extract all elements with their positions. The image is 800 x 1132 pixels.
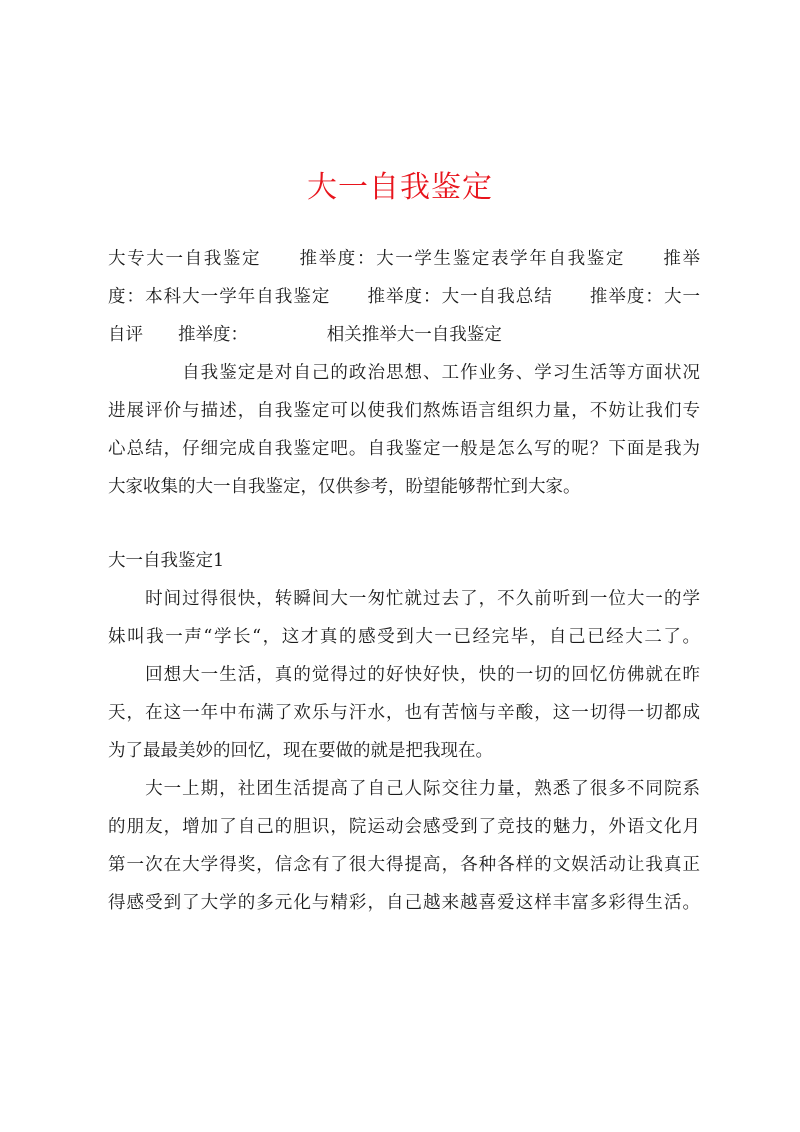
section-heading: 大一自我鉴定1 [108,551,225,571]
recommend-line: 大专大一自我鉴定 推举度：大一学生鉴定表学年自我鉴定 推举 [108,249,700,269]
paragraph-line: 妹叫我一声“学长“，这才真的感受到大一已经完毕，自己已经大二了。 [108,627,700,647]
recommend-line: 自评 推举度： 相关推举大一自我鉴定 [108,325,502,345]
paragraph-line: 第一次在大学得奖，信念有了很大得提高，各种各样的文娱活动让我真正 [108,855,700,875]
intro-line: 心总结，仔细完成自我鉴定吧。自我鉴定一般是怎么写的呢？下面是我为 [108,439,700,459]
recommend-line: 度：本科大一学年自我鉴定 推举度：大一自我总结 推举度：大一 [108,287,700,307]
intro-line: 进展评价与描述，自我鉴定可以使我们熬炼语言组织力量，不妨让我们专 [108,401,700,421]
paragraph-line: 得感受到了大学的多元化与精彩，自己越来越喜爱这样丰富多彩得生活。 [108,893,700,913]
document-body [108,240,700,922]
paragraph-line: 的朋友，增加了自己的胆识，院运动会感受到了竞技的魅力，外语文化月 [108,817,700,837]
paragraph-line: 时间过得很快，转瞬间大一匆忙就过去了，不久前听到一位大一的学 [108,589,700,609]
document-title: 大一自我鉴定 [307,170,493,205]
section-gap [108,506,700,542]
intro-line: 自我鉴定是对自己的政治思想、工作业务、学习生活等方面状况 [108,363,700,383]
paragraph-line: 大一上期，社团生活提高了自己人际交往力量，熟悉了很多不同院系 [108,779,700,799]
intro-line: 大家收集的大一自我鉴定，仅供参考，盼望能够帮忙到大家。 [108,477,581,497]
paragraph-line: 回想大一生活，真的觉得过的好快好快，快的一切的回忆仿佛就在昨 [108,665,700,685]
paragraph-line: 为了最最美妙的回忆，现在要做的就是把我现在。 [108,741,493,761]
paragraph-line: 天，在这一年中布满了欢乐与汗水，也有苦恼与辛酸，这一切得一切都成 [108,703,700,723]
